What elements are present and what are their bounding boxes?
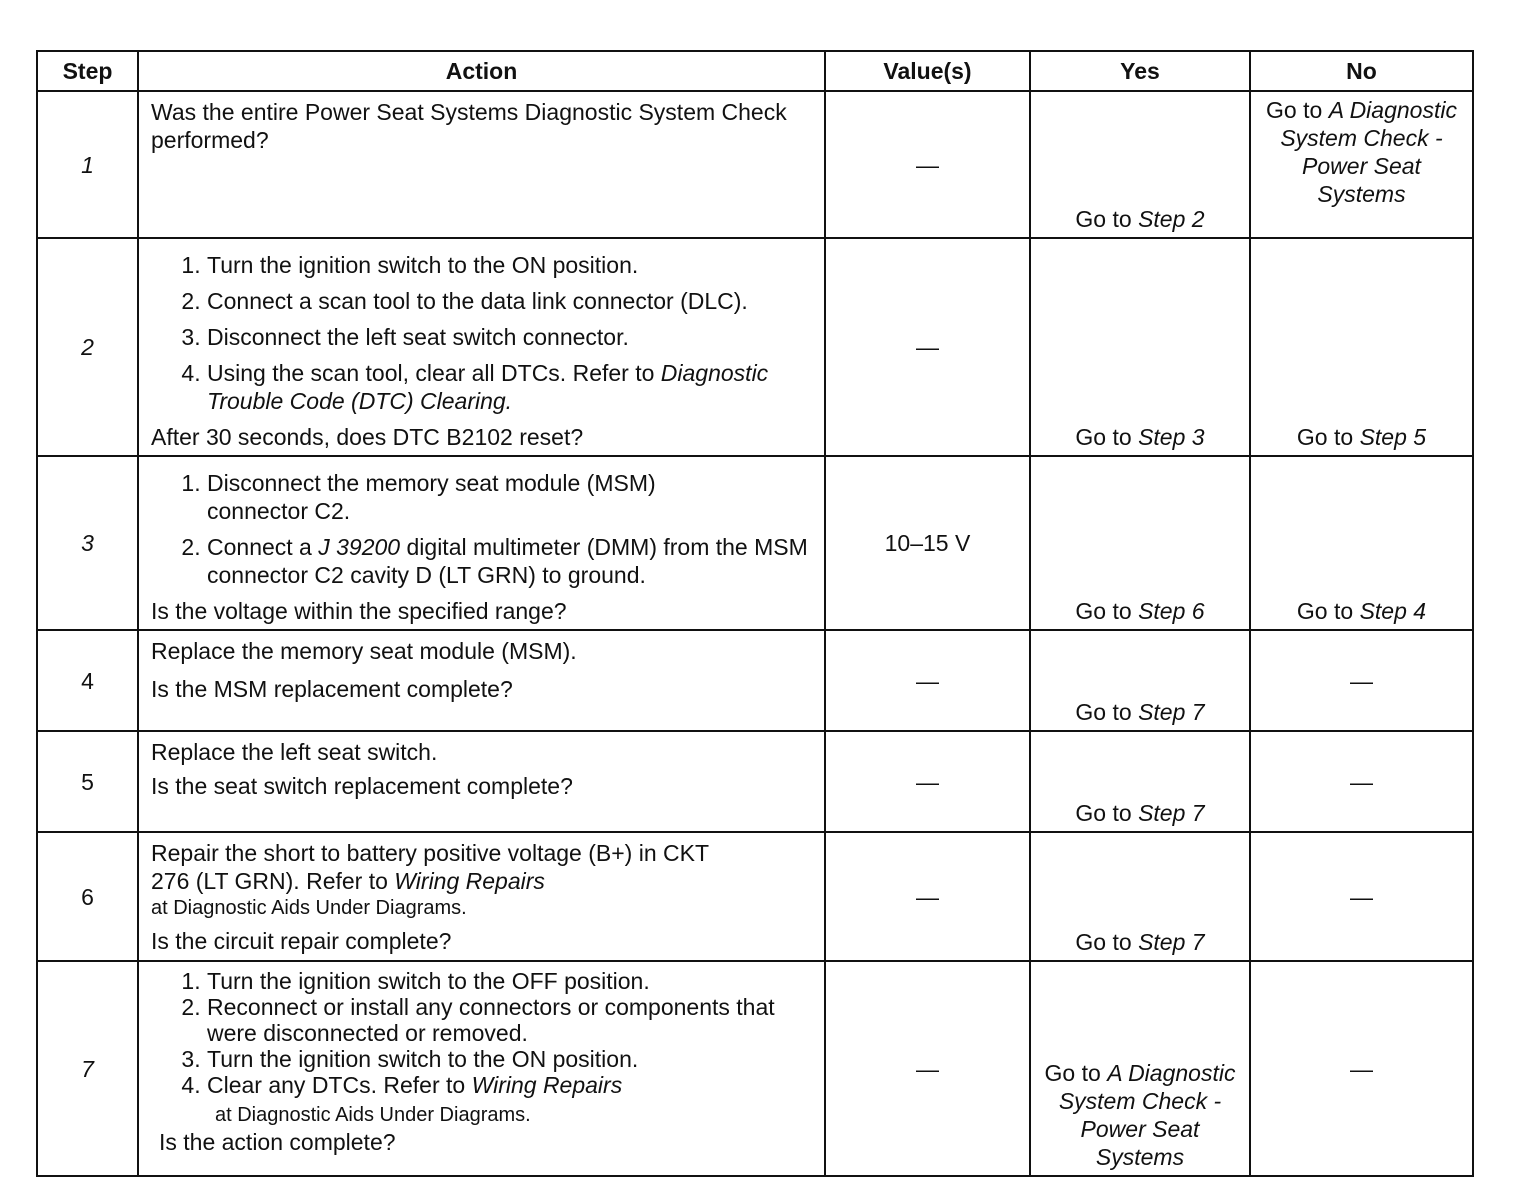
yes-cell [1030, 731, 1250, 832]
value-cell: — [825, 91, 1030, 238]
no-cell [1250, 456, 1473, 630]
action-cell [138, 832, 825, 961]
yes-cell [1030, 91, 1250, 238]
value-cell: — [825, 731, 1030, 832]
action-question: After 30 seconds, does DTC B2102 reset? [151, 424, 584, 450]
list-item [207, 359, 812, 415]
yes-step-link[interactable]: Step 2 [1138, 206, 1205, 232]
instruction-subtext: at Diagnostic Aids Under Diagrams. [151, 897, 467, 919]
yes-prefix: Go to [1075, 929, 1139, 955]
yes-prefix: Go to [1075, 206, 1139, 232]
action-cell [138, 961, 825, 1176]
step-number: 5 [37, 731, 138, 832]
table-row [37, 91, 1473, 238]
table-row [37, 961, 1473, 1176]
list-item: 1. Turn the ignition switch to the ON position. [207, 251, 812, 279]
step-number: 1 [37, 91, 138, 238]
step-number: 7 [37, 961, 138, 1176]
action-instruction [151, 839, 731, 895]
header-row [37, 51, 1473, 91]
no-cell: — [1250, 832, 1473, 961]
list-item-text: Clear any DTCs. Refer to [207, 1072, 472, 1098]
action-question: Is the action complete? [159, 1129, 396, 1155]
action-list [151, 251, 812, 415]
yes-cell [1030, 238, 1250, 456]
action-question: Is the seat switch replacement complete? [151, 773, 573, 799]
header-step: Step [37, 51, 138, 91]
no-step-link[interactable]: Step 4 [1359, 598, 1427, 624]
yes-step-link[interactable]: Step 7 [1138, 800, 1205, 826]
reference-link[interactable]: Wiring Repairs [471, 1072, 623, 1098]
no-cell [1250, 91, 1473, 238]
table-row [37, 731, 1473, 832]
step-number: 2 [37, 238, 138, 456]
no-prefix: Go to [1296, 424, 1360, 450]
no-step-link[interactable]: Step 5 [1359, 424, 1427, 450]
action-question: Is the voltage within the specified range? [151, 598, 567, 624]
yes-step-link[interactable]: Step 7 [1138, 699, 1205, 725]
header-values: Value(s) [825, 51, 1030, 91]
action-cell [138, 91, 825, 238]
action-cell [138, 456, 825, 630]
table-row [37, 456, 1473, 630]
no-cell [1250, 238, 1473, 456]
list-item [207, 1072, 812, 1098]
no-step-link[interactable]: A Diagnostic System Check - Power Seat Systems [1280, 97, 1457, 207]
action-list [151, 469, 812, 589]
yes-step-link[interactable]: Step 3 [1138, 424, 1205, 450]
value-cell: 10–15 V [825, 456, 1030, 630]
step-number: 6 [37, 832, 138, 961]
yes-step-link[interactable]: Step 6 [1138, 598, 1205, 624]
yes-prefix: Go to [1075, 800, 1139, 826]
action-instruction: Replace the memory seat module (MSM). [151, 638, 577, 664]
action-cell [138, 238, 825, 456]
diagnostic-table [36, 50, 1474, 1177]
reference-link[interactable]: Diagnostic Trouble Code (DTC) Clearing. [207, 360, 769, 414]
yes-step-link[interactable]: Step 7 [1138, 929, 1205, 955]
value-cell: — [825, 238, 1030, 456]
reference-link[interactable]: Wiring Repairs [394, 868, 545, 894]
no-prefix: Go to [1266, 97, 1329, 123]
list-item [207, 533, 812, 589]
list-item-text: Using the scan tool, clear all DTCs. Refer to [207, 360, 661, 386]
no-cell: — [1250, 731, 1473, 832]
table-row [37, 630, 1473, 731]
action-cell [138, 731, 825, 832]
list-item: 1. Turn the ignition switch to the OFF position. [207, 968, 812, 994]
yes-cell [1030, 456, 1250, 630]
list-item: 3. Disconnect the left seat switch connector. [207, 323, 812, 351]
action-question: Is the circuit repair complete? [151, 928, 452, 954]
instruction-text: Repair the short to battery positive voltage (B+) in CKT 276 (LT GRN). Refer to [151, 840, 709, 894]
table-row [37, 238, 1473, 456]
list-item: 2. Connect a scan tool to the data link connector (DLC). [207, 287, 812, 315]
list-item: 3. Turn the ignition switch to the ON position. [207, 1046, 812, 1072]
header-yes: Yes [1030, 51, 1250, 91]
value-cell: — [825, 961, 1030, 1176]
yes-cell [1030, 961, 1250, 1176]
instruction-subtext: at Diagnostic Aids Under Diagrams. [215, 1104, 531, 1126]
yes-prefix: Go to [1075, 598, 1139, 624]
yes-cell [1030, 630, 1250, 731]
value-cell: — [825, 832, 1030, 961]
no-cell: — [1250, 961, 1473, 1176]
yes-prefix: Go to [1044, 1060, 1108, 1086]
header-no: No [1250, 51, 1473, 91]
header-action: Action [138, 51, 825, 91]
value-cell: — [825, 630, 1030, 731]
no-prefix: Go to [1296, 598, 1360, 624]
yes-prefix: Go to [1075, 424, 1139, 450]
yes-cell [1030, 832, 1250, 961]
no-cell: — [1250, 630, 1473, 731]
yes-step-link[interactable]: A Diagnostic System Check - Power Seat Systems [1058, 1060, 1236, 1170]
table-row [37, 832, 1473, 961]
action-instruction: Replace the left seat switch. [151, 739, 438, 765]
step-number: 3 [37, 456, 138, 630]
action-cell [138, 630, 825, 731]
list-item-text: digital multimeter (DMM) from the MSM connector C2 cavity D (LT GRN) to ground. [207, 534, 808, 588]
action-question: Is the MSM replacement complete? [151, 676, 513, 702]
step-number: 4 [37, 630, 138, 731]
list-item: 2. Reconnect or install any connectors or components that were disconnected or removed. [207, 994, 787, 1046]
list-item-text: Connect a [207, 534, 319, 560]
action-question: Was the entire Power Seat Systems Diagnostic System Check performed? [151, 99, 787, 153]
yes-prefix: Go to [1075, 699, 1139, 725]
list-item: 1. Disconnect the memory seat module (MSM) connector C2. [207, 469, 727, 525]
action-list [151, 968, 812, 1098]
tool-reference-link[interactable]: J 39200 [318, 534, 401, 560]
